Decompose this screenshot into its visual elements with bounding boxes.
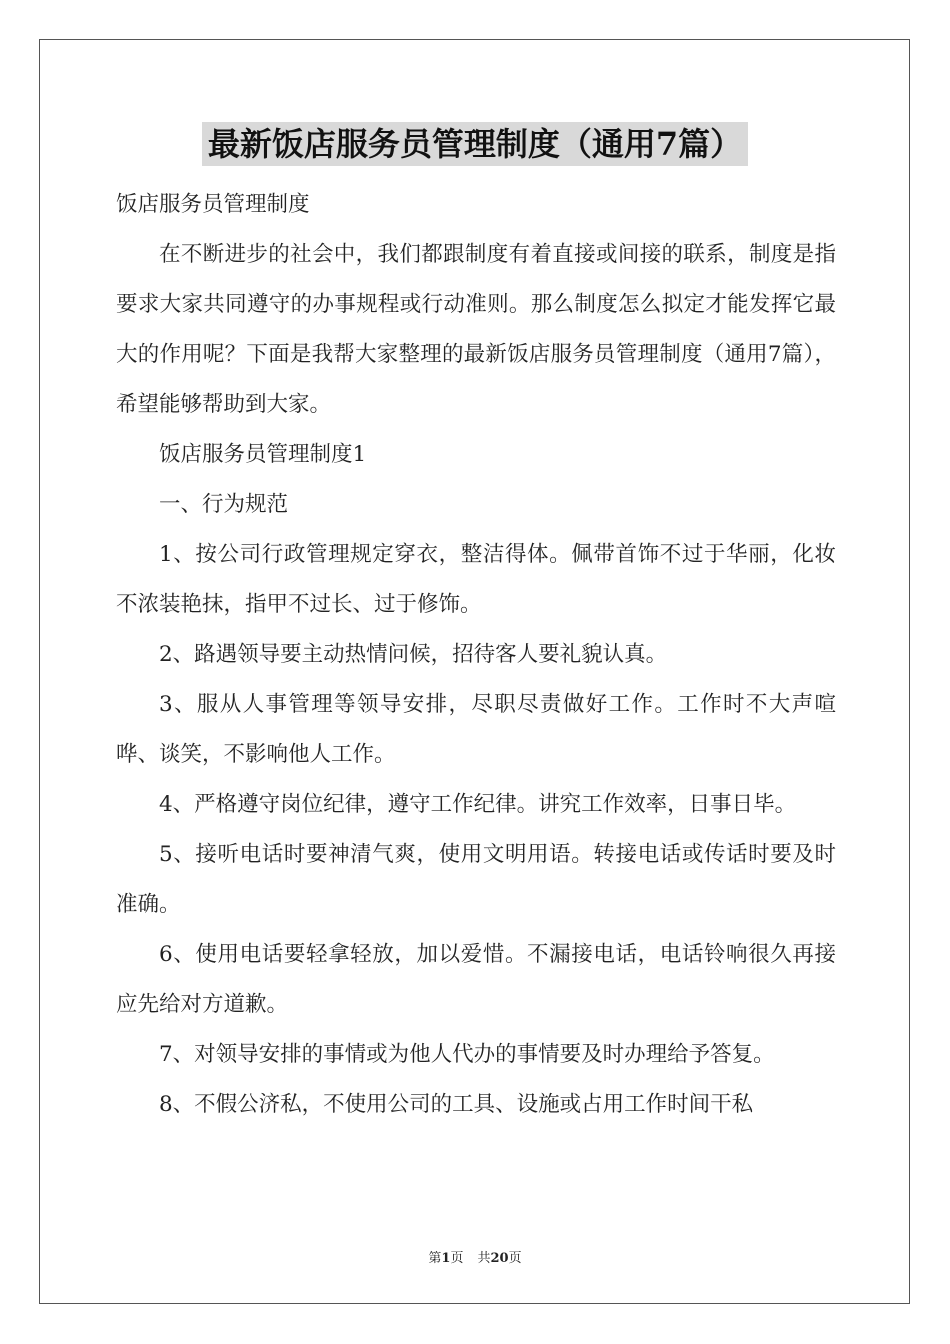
- rule-item-2: 2、路遇领导要主动热情问候，招待客人要礼貌认真。: [159, 642, 668, 667]
- rule-item-5: 5、接听电话时要神清气爽，使用文明用语。转接电话或传话时要及时准确。: [116, 842, 836, 917]
- rule-item-3: 3、服从人事管理等领导安排，尽职尽责做好工作。工作时不大声喧哗、谈笑，不影响他人工作。: [116, 692, 836, 767]
- intro-paragraph: 在不断进步的社会中，我们都跟制度有着直接或间接的联系，制度是指要求大家共同遵守的办事规程或行动准则。那么制度怎么拟定才能发挥它最大的作用呢？下面是我帮大家整理的最新饭店服务员管理制度（通用7篇），希望能够帮助到大家。: [116, 242, 836, 417]
- current-page-number: 1: [441, 1251, 451, 1266]
- page-prefix: 第: [428, 1251, 442, 1266]
- rule-item-6: 6、使用电话要轻拿轻放，加以爱惜。不漏接电话，电话铃响很久再接应先给对方道歉。: [116, 942, 836, 1017]
- title-container: [0, 122, 950, 166]
- page-suffix: 页: [450, 1251, 464, 1266]
- total-suffix: 页: [508, 1251, 522, 1266]
- document-subtitle: 饭店服务员管理制度: [116, 192, 310, 217]
- subsection-heading: 一、行为规范: [159, 492, 289, 517]
- rule-item-1: 1、按公司行政管理规定穿衣，整洁得体。佩带首饰不过于华丽，化妆不浓装艳抹，指甲不过长、过于修饰。: [116, 542, 836, 617]
- document-body: [116, 180, 836, 1130]
- total-prefix: 共: [477, 1251, 491, 1266]
- rule-item-4: 4、严格遵守岗位纪律，遵守工作纪律。讲究工作效率，日事日毕。: [159, 792, 797, 817]
- rule-item-7: 7、对领导安排的事情或为他人代办的事情要及时办理给予答复。: [159, 1042, 775, 1067]
- rule-item-8: 8、不假公济私，不使用公司的工具、设施或占用工作时间干私: [159, 1092, 754, 1117]
- section-heading: 饭店服务员管理制度1: [159, 442, 367, 467]
- document-title: 最新饭店服务员管理制度（通用7篇）: [202, 122, 748, 166]
- total-page-count: 20: [490, 1251, 509, 1266]
- page-footer: [0, 1247, 950, 1266]
